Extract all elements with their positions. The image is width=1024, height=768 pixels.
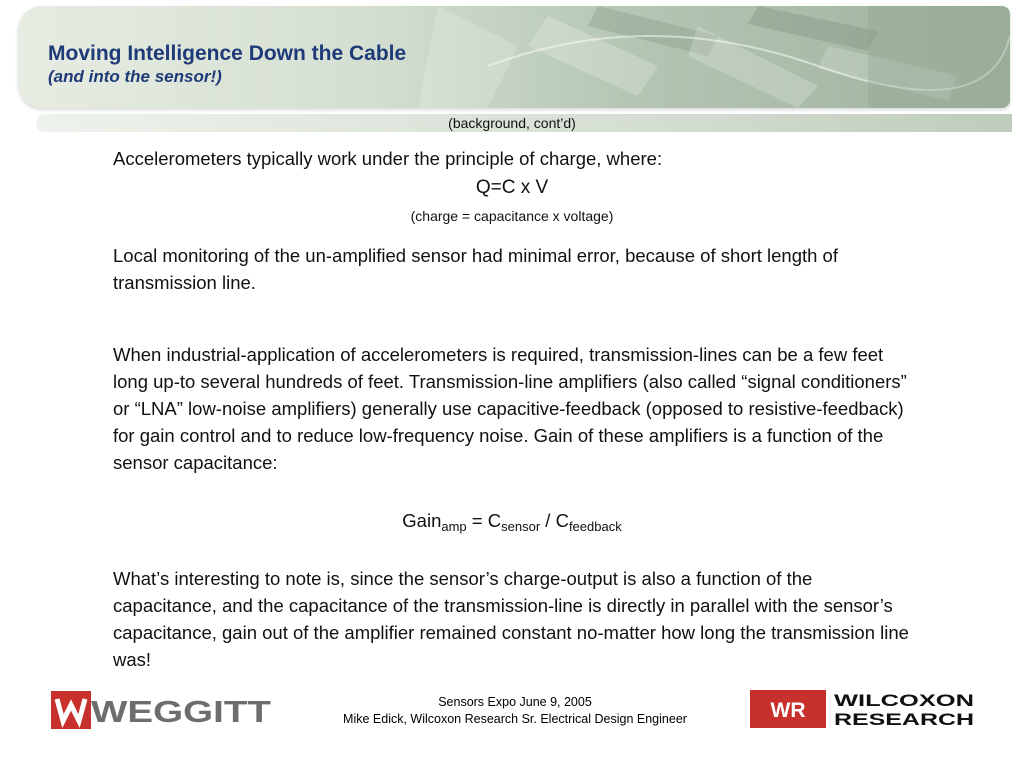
intro-paragraph: Accelerometers typically work under the principle of charge, where: [113,148,663,169]
meggitt-logo-text: WEGGITT [91,694,272,729]
gain-lhs: Gain [402,510,442,531]
slide-subtitle: (and into the sensor!) [48,67,222,86]
local-monitoring-paragraph: Local monitoring of the un-amplified sensor had minimal error, because of short length of transmission line. [113,245,838,293]
charge-equation: Q=C x V [475,177,549,198]
gain-lhs-subscript: amp [441,519,467,534]
wilcoxon-logo-mark: WR [770,699,806,722]
footer-event: Sensors Expo June 9, 2005 [438,695,592,709]
gain-slash: / C [540,510,569,531]
wilcoxon-logo-line1: WILCOXON [834,691,974,710]
wilcoxon-logo [750,690,976,733]
gain-sensor-subscript: sensor [501,519,541,534]
gain-feedback-subscript: feedback [568,519,622,534]
industrial-paragraph: When industrial-application of accelerometers is required, transmission-lines can be a few feet long up-to several hundreds of feet. Transmission-line amplifiers (also called “signal conditioners” or “LNA” low-noise amplifiers) generally use capacitive-feedback (opposed to resistive-feedback) for gain control and to reduce low-frequency noise. Gain of these amplifiers is a function of the sensor capacitance: [113,344,907,473]
meggitt-logo [51,691,273,734]
gain-equation [0,510,1024,532]
interesting-paragraph: What’s interesting to note is, since the sensor’s charge-output is also a function of the capacitance, and the capacitance of the transmission-line is directly in parallel with the sensor’s capacitance, gain out of the amplifier remained constant no-matter how long the transmission line was! [113,568,909,670]
slide-title: Moving Intelligence Down the Cable [48,42,407,65]
header-banner [18,6,1010,108]
charge-equation-note: (charge = capacitance x voltage) [410,208,614,224]
footer-presenter: Mike Edick, Wilcoxon Research Sr. Electrical Design Engineer [343,712,687,726]
section-tag: (background, cont’d) [448,115,576,131]
banner-decoration [398,6,1010,108]
gain-equals: = C [466,510,502,531]
wilcoxon-logo-line2: RESEARCH [834,710,974,728]
